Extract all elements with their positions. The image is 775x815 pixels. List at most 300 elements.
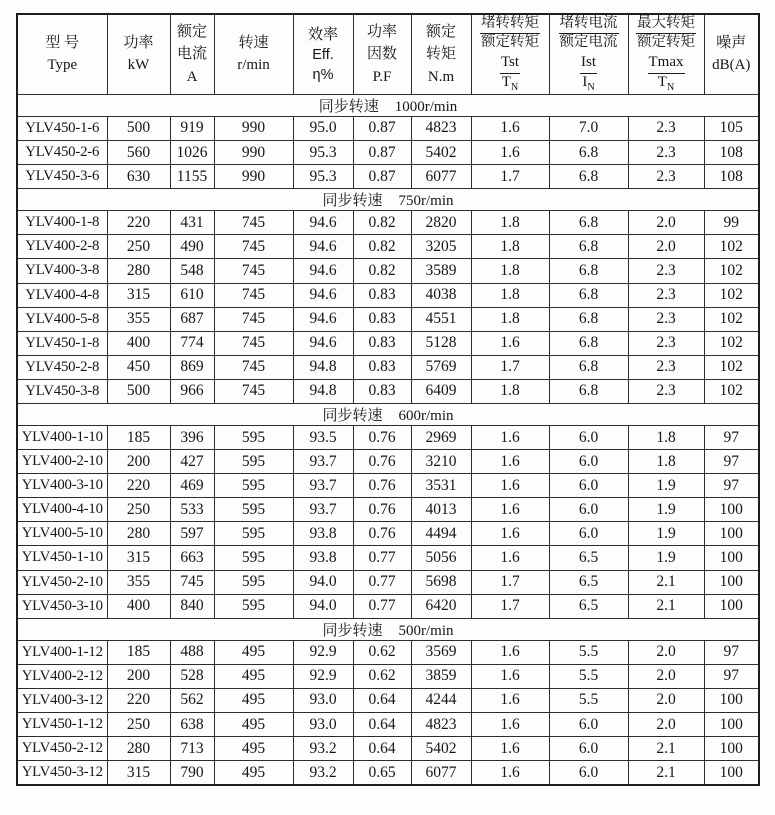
value-cell: 1.8 [471, 283, 549, 307]
value-cell: 0.62 [353, 640, 411, 664]
value-cell: 220 [107, 211, 170, 235]
column-header-locked-rotor-torque-ratio [471, 14, 549, 94]
model-cell: YLV450-3-10 [17, 594, 107, 618]
table-row [17, 664, 759, 688]
column-header-text: A [186, 68, 198, 85]
value-cell: 0.76 [353, 522, 411, 546]
value-cell: 3589 [411, 259, 471, 283]
value-cell: 97 [704, 474, 759, 498]
column-header-text: 因数 [366, 46, 397, 63]
ratio-fraction-symbol [550, 54, 628, 94]
value-cell: 745 [214, 283, 293, 307]
value-cell: 595 [214, 570, 293, 594]
value-cell: 1.6 [471, 425, 549, 449]
value-cell: 0.83 [353, 379, 411, 403]
value-cell: 597 [170, 522, 214, 546]
value-cell: 95.3 [293, 165, 353, 189]
value-cell: 0.76 [353, 498, 411, 522]
section-header-cell [17, 94, 759, 116]
value-cell: 0.77 [353, 570, 411, 594]
value-cell: 93.0 [293, 713, 353, 737]
value-cell: 6.0 [549, 474, 628, 498]
value-cell: 0.76 [353, 425, 411, 449]
symbol-base: T [501, 73, 511, 90]
value-cell: 2.3 [628, 116, 704, 140]
value-cell: 5402 [411, 737, 471, 761]
value-cell: 469 [170, 474, 214, 498]
model-cell: YLV400-4-8 [17, 283, 107, 307]
value-cell: 2.0 [628, 688, 704, 712]
column-header-text: Eff. [312, 47, 334, 64]
model-cell: YLV400-3-10 [17, 474, 107, 498]
section-header-cell [17, 189, 759, 211]
value-cell: 495 [214, 688, 293, 712]
value-cell: 2.3 [628, 355, 704, 379]
value-cell: 745 [214, 355, 293, 379]
value-cell: 355 [107, 570, 170, 594]
value-cell: 97 [704, 640, 759, 664]
table-row [17, 737, 759, 761]
model-cell: YLV400-1-12 [17, 640, 107, 664]
value-cell: 1.8 [471, 211, 549, 235]
column-header-text: 转矩 [425, 46, 456, 63]
value-cell: 0.82 [353, 235, 411, 259]
value-cell: 595 [214, 425, 293, 449]
value-cell: 1.9 [628, 546, 704, 570]
value-cell: 1.6 [471, 331, 549, 355]
value-cell: 6.8 [549, 141, 628, 165]
fraction-denominator: 额定转矩 [481, 34, 539, 51]
value-cell: 102 [704, 379, 759, 403]
model-cell: YLV400-2-12 [17, 664, 107, 688]
value-cell: 0.87 [353, 165, 411, 189]
model-cell: YLV450-2-8 [17, 355, 107, 379]
section-label: 同步转速 [322, 622, 383, 639]
value-cell: 0.87 [353, 116, 411, 140]
value-cell: 97 [704, 664, 759, 688]
value-cell: 102 [704, 307, 759, 331]
value-cell: 93.8 [293, 522, 353, 546]
value-cell: 2.3 [628, 165, 704, 189]
fraction-symbol-denominator [550, 74, 628, 94]
value-cell: 2.1 [628, 761, 704, 786]
value-cell: 6.0 [549, 522, 628, 546]
table-row [17, 259, 759, 283]
fraction-denominator: 额定转矩 [637, 34, 695, 51]
model-cell: YLV400-2-8 [17, 235, 107, 259]
value-cell: 95.0 [293, 116, 353, 140]
table-row [17, 546, 759, 570]
value-cell: 5.5 [549, 664, 628, 688]
value-cell: 562 [170, 688, 214, 712]
value-cell: 1.7 [471, 570, 549, 594]
value-cell: 0.65 [353, 761, 411, 786]
value-cell: 93.2 [293, 737, 353, 761]
value-cell: 100 [704, 713, 759, 737]
value-cell: 0.82 [353, 211, 411, 235]
fraction-symbol-denominator [629, 74, 704, 94]
value-cell: 315 [107, 761, 170, 786]
value-cell: 4038 [411, 283, 471, 307]
column-header-speed [214, 14, 293, 94]
table-row [17, 283, 759, 307]
symbol-base: T [657, 73, 667, 90]
value-cell: 1.7 [471, 355, 549, 379]
value-cell: 6.8 [549, 283, 628, 307]
value-cell: 400 [107, 594, 170, 618]
value-cell: 93.0 [293, 688, 353, 712]
value-cell: 1.8 [471, 307, 549, 331]
value-cell: 0.83 [353, 307, 411, 331]
motor-spec-table [16, 13, 760, 786]
value-cell: 6.8 [549, 211, 628, 235]
value-cell: 1.6 [471, 737, 549, 761]
value-cell: 2.3 [628, 331, 704, 355]
value-cell: 490 [170, 235, 214, 259]
value-cell: 100 [704, 498, 759, 522]
value-cell: 2.0 [628, 640, 704, 664]
value-cell: 100 [704, 522, 759, 546]
model-cell: YLV450-2-10 [17, 570, 107, 594]
value-cell: 2.0 [628, 211, 704, 235]
column-header-text: 型 号 [45, 34, 80, 51]
value-cell: 93.7 [293, 450, 353, 474]
value-cell: 2.0 [628, 664, 704, 688]
column-header-noise [704, 14, 759, 94]
value-cell: 99 [704, 211, 759, 235]
value-cell: 745 [214, 211, 293, 235]
symbol-subscript: N [510, 81, 519, 93]
column-header-text: dB(A) [712, 57, 751, 74]
value-cell: 745 [214, 259, 293, 283]
model-cell: YLV400-1-8 [17, 211, 107, 235]
value-cell: 1.6 [471, 498, 549, 522]
section-label: 同步转速 [322, 407, 383, 424]
value-cell: 2.3 [628, 283, 704, 307]
table-row [17, 355, 759, 379]
value-cell: 745 [214, 331, 293, 355]
value-cell: 990 [214, 165, 293, 189]
value-cell: 450 [107, 355, 170, 379]
section-header-row [17, 94, 759, 116]
value-cell: 0.64 [353, 737, 411, 761]
value-cell: 0.82 [353, 259, 411, 283]
column-header-text: 功率 [123, 34, 154, 51]
value-cell: 1155 [170, 165, 214, 189]
value-cell: 528 [170, 664, 214, 688]
value-cell: 6.8 [549, 355, 628, 379]
value-cell: 100 [704, 594, 759, 618]
fraction-symbol-numerator: Tmax [648, 54, 685, 74]
value-cell: 6.0 [549, 713, 628, 737]
table-row [17, 307, 759, 331]
section-header-row [17, 618, 759, 640]
table-row [17, 235, 759, 259]
value-cell: 94.6 [293, 235, 353, 259]
ratio-fraction-symbol [472, 54, 549, 94]
value-cell: 1026 [170, 141, 214, 165]
value-cell: 4244 [411, 688, 471, 712]
column-header-text: 功率 [366, 23, 397, 40]
value-cell: 840 [170, 594, 214, 618]
value-cell: 0.77 [353, 594, 411, 618]
value-cell: 315 [107, 546, 170, 570]
value-cell: 3569 [411, 640, 471, 664]
value-cell: 102 [704, 331, 759, 355]
value-cell: 687 [170, 307, 214, 331]
column-header-text: 额定 [176, 23, 207, 40]
value-cell: 4823 [411, 713, 471, 737]
value-cell: 2.3 [628, 141, 704, 165]
value-cell: 495 [214, 713, 293, 737]
column-header-text: Type [47, 57, 78, 74]
value-cell: 108 [704, 165, 759, 189]
model-cell: YLV450-1-6 [17, 116, 107, 140]
value-cell: 100 [704, 546, 759, 570]
ratio-fraction-cn [472, 15, 549, 51]
value-cell: 100 [704, 688, 759, 712]
value-cell: 93.7 [293, 498, 353, 522]
value-cell: 6077 [411, 165, 471, 189]
value-cell: 1.6 [471, 116, 549, 140]
fraction-numerator: 堵转转矩 [480, 15, 540, 34]
value-cell: 6409 [411, 379, 471, 403]
model-cell: YLV400-5-8 [17, 307, 107, 331]
value-cell: 0.76 [353, 474, 411, 498]
value-cell: 745 [214, 307, 293, 331]
symbol-subscript: N [587, 81, 595, 93]
value-cell: 4823 [411, 116, 471, 140]
value-cell: 6.8 [549, 307, 628, 331]
column-header-locked-rotor-current-ratio [549, 14, 628, 94]
table-row [17, 688, 759, 712]
value-cell: 2.1 [628, 594, 704, 618]
value-cell: 280 [107, 522, 170, 546]
value-cell: 3531 [411, 474, 471, 498]
value-cell: 1.8 [628, 425, 704, 449]
value-cell: 6.8 [549, 331, 628, 355]
value-cell: 250 [107, 235, 170, 259]
model-cell: YLV450-3-12 [17, 761, 107, 786]
value-cell: 102 [704, 283, 759, 307]
value-cell: 869 [170, 355, 214, 379]
value-cell: 595 [214, 498, 293, 522]
table-row [17, 450, 759, 474]
value-cell: 6.8 [549, 165, 628, 189]
value-cell: 94.6 [293, 283, 353, 307]
value-cell: 966 [170, 379, 214, 403]
value-cell: 2820 [411, 211, 471, 235]
table-row [17, 713, 759, 737]
value-cell: 2.3 [628, 379, 704, 403]
value-cell: 6.0 [549, 498, 628, 522]
value-cell: 638 [170, 713, 214, 737]
fraction-symbol-numerator: Ist [580, 54, 597, 74]
value-cell: 220 [107, 688, 170, 712]
value-cell: 0.62 [353, 664, 411, 688]
value-cell: 93.5 [293, 425, 353, 449]
model-cell: YLV400-2-10 [17, 450, 107, 474]
table-row [17, 522, 759, 546]
value-cell: 5056 [411, 546, 471, 570]
table-body [17, 94, 759, 785]
column-header-rated-torque [411, 14, 471, 94]
table-row [17, 474, 759, 498]
ratio-fraction-cn [629, 15, 704, 51]
value-cell: 97 [704, 425, 759, 449]
value-cell: 1.9 [628, 522, 704, 546]
value-cell: 355 [107, 307, 170, 331]
table-row [17, 211, 759, 235]
value-cell: 2.0 [628, 713, 704, 737]
value-cell: 5128 [411, 331, 471, 355]
section-header-row [17, 403, 759, 425]
model-cell: YLV450-1-12 [17, 713, 107, 737]
value-cell: 774 [170, 331, 214, 355]
fraction-symbol-denominator [472, 74, 549, 94]
value-cell: 280 [107, 737, 170, 761]
value-cell: 1.6 [471, 688, 549, 712]
value-cell: 280 [107, 259, 170, 283]
value-cell: 93.2 [293, 761, 353, 786]
value-cell: 500 [107, 379, 170, 403]
value-cell: 1.8 [471, 379, 549, 403]
value-cell: 1.6 [471, 546, 549, 570]
value-cell: 97 [704, 450, 759, 474]
value-cell: 500 [107, 116, 170, 140]
column-header-text: 电流 [176, 46, 207, 63]
value-cell: 1.9 [628, 474, 704, 498]
column-header-text: r/min [237, 57, 270, 74]
value-cell: 6077 [411, 761, 471, 786]
symbol-subscript: N [666, 81, 675, 93]
value-cell: 93.8 [293, 546, 353, 570]
model-cell: YLV450-2-12 [17, 737, 107, 761]
model-cell: YLV450-1-10 [17, 546, 107, 570]
value-cell: 495 [214, 737, 293, 761]
column-header-text: N.m [427, 68, 455, 85]
value-cell: 200 [107, 664, 170, 688]
value-cell: 4551 [411, 307, 471, 331]
value-cell: 94.0 [293, 570, 353, 594]
section-header-row [17, 189, 759, 211]
value-cell: 560 [107, 141, 170, 165]
value-cell: 220 [107, 474, 170, 498]
value-cell: 6.5 [549, 570, 628, 594]
value-cell: 1.6 [471, 640, 549, 664]
value-cell: 431 [170, 211, 214, 235]
value-cell: 93.7 [293, 474, 353, 498]
value-cell: 0.87 [353, 141, 411, 165]
table-row [17, 498, 759, 522]
value-cell: 4494 [411, 522, 471, 546]
value-cell: 94.6 [293, 331, 353, 355]
value-cell: 427 [170, 450, 214, 474]
value-cell: 610 [170, 283, 214, 307]
value-cell: 1.6 [471, 522, 549, 546]
value-cell: 2969 [411, 425, 471, 449]
value-cell: 5.5 [549, 640, 628, 664]
column-header-power-factor [353, 14, 411, 94]
value-cell: 6.0 [549, 450, 628, 474]
fraction-numerator: 堵转电流 [559, 15, 619, 34]
model-cell: YLV450-3-8 [17, 379, 107, 403]
section-sync-speed: 1000r/min [394, 98, 458, 115]
table-row [17, 141, 759, 165]
table-header [17, 14, 759, 94]
value-cell: 94.6 [293, 307, 353, 331]
value-cell: 495 [214, 761, 293, 786]
value-cell: 595 [214, 450, 293, 474]
value-cell: 595 [214, 594, 293, 618]
value-cell: 6.5 [549, 546, 628, 570]
table-row [17, 331, 759, 355]
value-cell: 94.8 [293, 355, 353, 379]
fraction-symbol-numerator: Tst [500, 54, 520, 74]
value-cell: 315 [107, 283, 170, 307]
value-cell: 745 [214, 235, 293, 259]
table-row [17, 761, 759, 786]
value-cell: 0.83 [353, 355, 411, 379]
value-cell: 3210 [411, 450, 471, 474]
value-cell: 2.3 [628, 307, 704, 331]
model-cell: YLV400-3-8 [17, 259, 107, 283]
value-cell: 95.3 [293, 141, 353, 165]
ratio-fraction-cn [550, 15, 628, 51]
value-cell: 0.76 [353, 450, 411, 474]
value-cell: 102 [704, 259, 759, 283]
value-cell: 102 [704, 235, 759, 259]
value-cell: 488 [170, 640, 214, 664]
value-cell: 495 [214, 664, 293, 688]
value-cell: 1.6 [471, 474, 549, 498]
value-cell: 0.83 [353, 283, 411, 307]
value-cell: 6.8 [549, 259, 628, 283]
value-cell: 533 [170, 498, 214, 522]
value-cell: 7.0 [549, 116, 628, 140]
value-cell: 100 [704, 761, 759, 786]
value-cell: 1.9 [628, 498, 704, 522]
value-cell: 1.6 [471, 664, 549, 688]
value-cell: 250 [107, 498, 170, 522]
value-cell: 185 [107, 640, 170, 664]
value-cell: 3859 [411, 664, 471, 688]
value-cell: 1.6 [471, 713, 549, 737]
table-row [17, 594, 759, 618]
value-cell: 94.8 [293, 379, 353, 403]
model-cell: YLV450-1-8 [17, 331, 107, 355]
value-cell: 0.64 [353, 713, 411, 737]
value-cell: 94.6 [293, 211, 353, 235]
model-cell: YLV450-2-6 [17, 141, 107, 165]
value-cell: 100 [704, 737, 759, 761]
section-sync-speed: 600r/min [398, 407, 454, 424]
value-cell: 400 [107, 331, 170, 355]
value-cell: 6.0 [549, 737, 628, 761]
symbol-base: I [582, 73, 588, 90]
value-cell: 94.6 [293, 259, 353, 283]
value-cell: 0.64 [353, 688, 411, 712]
value-cell: 94.0 [293, 594, 353, 618]
value-cell: 5.5 [549, 688, 628, 712]
column-header-text: 噪声 [716, 34, 747, 51]
column-header-efficiency [293, 14, 353, 94]
table-row [17, 640, 759, 664]
section-label: 同步转速 [322, 193, 383, 210]
section-header-cell [17, 403, 759, 425]
section-sync-speed: 500r/min [398, 622, 454, 639]
value-cell: 2.0 [628, 235, 704, 259]
